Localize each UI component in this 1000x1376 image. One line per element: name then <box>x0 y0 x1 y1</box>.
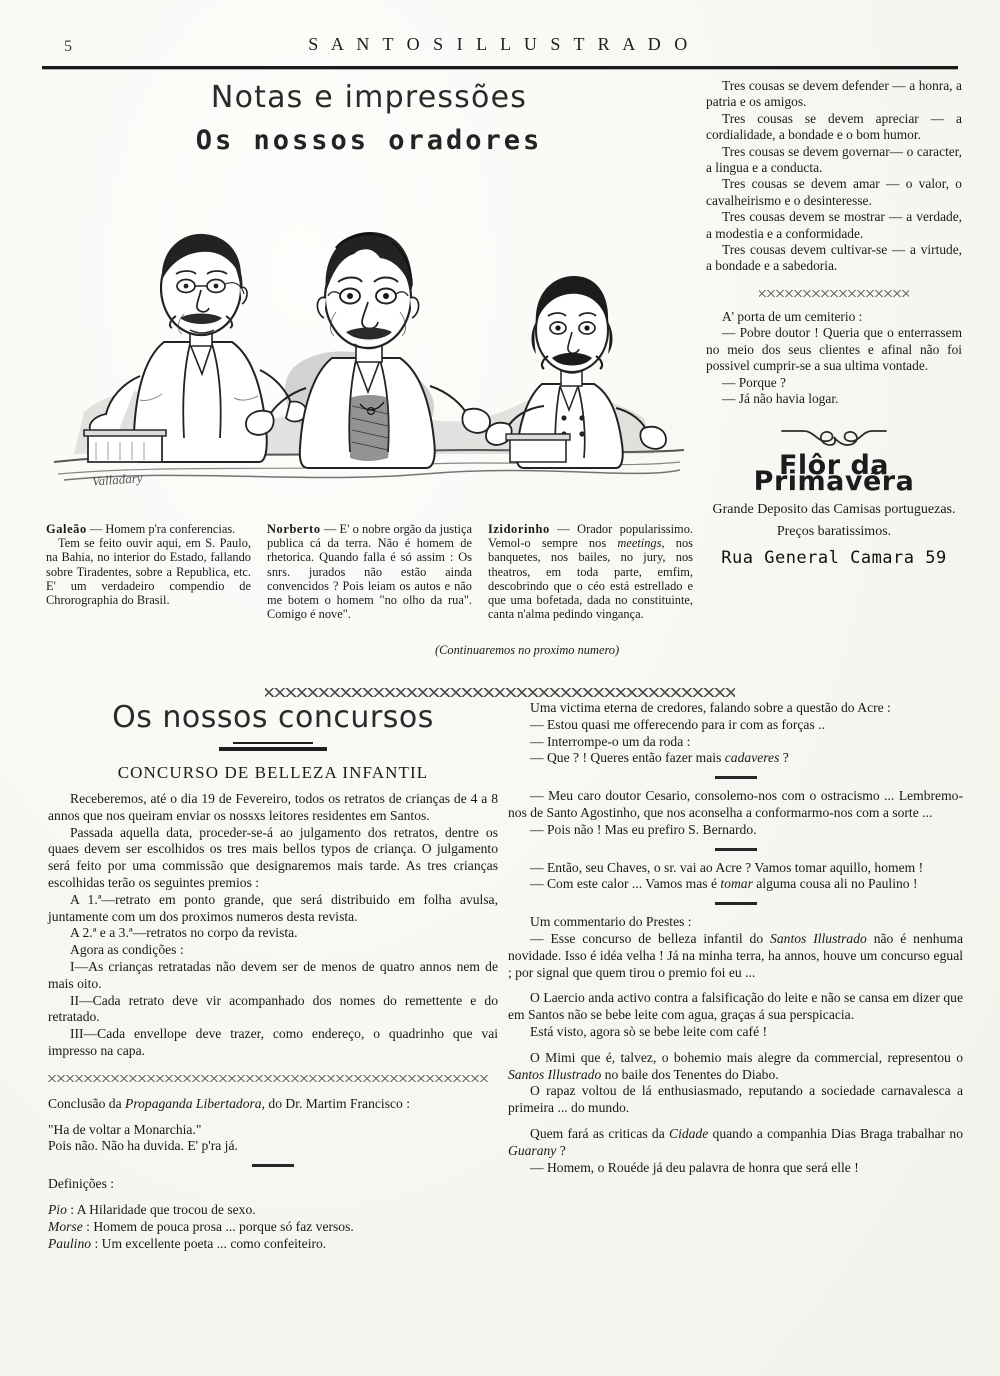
small-divider-r2 <box>715 848 757 851</box>
oradores-heading: Os nossos oradores <box>195 125 543 156</box>
caption-izidorinho <box>488 522 693 621</box>
caption-italic-meetings: meetings <box>617 536 662 551</box>
br-italic-santos-illustrado-1: Santos Illustrado <box>770 930 867 946</box>
tres-cousas-1: Tres cousas se devem defender — a honra, a patria e os amigos. <box>706 78 962 110</box>
concursos-condicao-1: I—As crianças retratadas não devem ser de menos de quatro annos nem de mais oito. <box>48 958 498 991</box>
small-divider-r1 <box>715 776 757 779</box>
definicao-term-pio: Pio <box>48 1201 67 1217</box>
caption-body-izidorinho: , nos banquetes, nos bailes, no jury, nos theatros, em toda parte, emfim, descobrindo que o céo está estrellado e que uma bofetada, dada no constituinte, canta n'alma pedindo vingança. <box>488 536 693 622</box>
br-block2-l1: — Meu caro doutor Cesario, consolemo-nos com o ostracismo ... Lembremo-nos de Santo Agostinho, que nos aconselha a conformarmo-nos com a sorte ... <box>508 788 963 820</box>
definicao-pio: Pio : A Hilaridade que trocou de sexo. <box>48 1201 256 1217</box>
ad-body-text: Grande Deposito das Camisas portuguezas. Preços baratissimos. <box>712 501 956 539</box>
heading-rule <box>219 747 327 751</box>
conclusao-block <box>48 1096 498 1155</box>
br-italic-tomar: tomar <box>720 876 753 892</box>
br-block6-l1: O Mimi que é, talvez, o bohemio mais alegre da commercial, representou o Santos Illustrado no baile dos Tenentes do Diabo. <box>508 1049 963 1082</box>
joke-line-2: — Porque ? <box>722 374 786 390</box>
caption-lead-izidorinho: — Orador popularissimo. Vemol-o sempre nos <box>488 522 693 551</box>
masthead-rule <box>42 66 958 69</box>
continuation-note: (Continuaremos no proximo numero) <box>435 643 620 657</box>
concursos-body <box>48 791 498 1060</box>
caricature-captions <box>46 522 694 621</box>
tres-cousas-5: Tres cousas devem se mostrar — a verdade, a modestia e a conformidade. <box>706 209 962 241</box>
tres-cousas-6: Tres cousas devem cultivar-se — a virtude, a bondade e a sabedoria. <box>706 242 962 274</box>
br-block3-l1: — Então, seu Chaves, o sr. vai ao Acre ? Vamos tomar aquillo, homem ! <box>530 859 924 875</box>
concursos-subheading: CONCURSO DE BELLEZA INFANTIL <box>117 763 429 782</box>
br-block2-l2: — Pois não ! Mas eu prefiro S. Bernardo. <box>530 821 757 837</box>
br-italic-cidade: Cidade <box>669 1125 709 1141</box>
zigzag-divider-mid <box>265 686 735 698</box>
small-divider-r3 <box>715 902 757 905</box>
tres-cousas-3: Tres cousas se devem governar— o caracter, a lingua e a conducta. <box>706 143 962 176</box>
concursos-section <box>48 700 498 1252</box>
notas-section <box>44 74 694 502</box>
br-block5-l2: Está visto, agora sò se bebe leite com café ! <box>530 1023 768 1039</box>
ad-title-flor-da-primavera[interactable]: Flôr da Primavéra <box>753 449 915 498</box>
br-block7-l1: Quem fará as criticas da Cidade quando a companhia Dias Braga trabalhar no Guarany ? <box>508 1125 963 1158</box>
masthead <box>42 34 958 68</box>
conclusao-reply: Pois não. Não ha duvida. E' p'ra já. <box>48 1138 238 1154</box>
caption-body-galeao: Tem se feito ouvir aqui, em S. Paulo, na Bahia, no interior do Estado, fallando sobre Tiradentes, sobre a Republica, etc. E' um verdadeiro compendio de Chrorographia do Brasil. <box>46 536 251 608</box>
concursos-heading: Os nossos concursos <box>112 700 434 735</box>
tres-cousas-4: Tres cousas se devem amar — o valor, o cavalheirismo e o desinteresse. <box>706 176 962 208</box>
zigzag-divider-left <box>48 1074 488 1084</box>
br-block1-l3: — Que ? ! Queres então fazer mais cadaveres ? <box>530 750 789 766</box>
concursos-p1: Receberemos, até o dia 19 de Fevereiro, todos os retratos de crianças de 4 a 8 annos que nos queiram enviar os nossxs leitores residentes em Santos. <box>48 791 498 823</box>
concursos-p5: Agora as condições : <box>70 942 184 958</box>
br-block4-l1: — Esse concurso de belleza infantil do Santos Illustrado não é nenhuma novidade. Isso é idéa velha ! Já na minha terra, ha annos, houve um concurso egual ; por signal que quem tirou o premio foi eu ... <box>508 930 964 980</box>
notas-heading: Notas e impressões <box>210 80 528 115</box>
br-block1-l1: — Estou quasi me offerecendo para ir com as forças .. <box>530 716 825 732</box>
definicao-term-paulino: Paulino <box>48 1235 92 1251</box>
definicoes-block <box>48 1176 498 1252</box>
br-block3-l2: — Com este calor ... Vamos mas é tomar alguma cousa ali no Paulino ! <box>530 876 918 892</box>
definicoes-title: Definições : <box>48 1176 115 1192</box>
joke-line-3: — Já não havia logar. <box>722 390 839 406</box>
br-block1-setup: Uma victima eterna de credores, falando sobre a questão do Acre : <box>530 700 891 715</box>
artist-signature: Valladary <box>91 470 143 489</box>
caption-name-izidorinho: Izidorinho <box>488 522 550 536</box>
definicao-morse: Morse : Homem de pouca prosa ... porque só faz versos. <box>48 1218 354 1234</box>
page-number: 5 <box>64 38 72 55</box>
concursos-p4: A 2.ª e a 3.ª—retratos no corpo da revista. <box>70 925 298 941</box>
tres-cousas-column <box>706 78 962 566</box>
tres-cousas-2: Tres cousas se devem apreciar — a cordialidade, a bondade e o bom humor. <box>706 110 962 143</box>
concursos-condicao-2: II—Cada retrato deve vir acompanhado dos nomes do remettente e do retratado. <box>48 992 498 1025</box>
concursos-p2: Passada aquella data, proceder-se-á ao julgamento dos retratos, dentre os quaes devem ser escolhidos os tres mais bellos typos de criança. O julgamento será feito por uma commissão que designaremos mais tarde. As tres crianças escolhidas terão os seguintes premios : <box>48 824 498 890</box>
caption-galeao <box>46 522 251 621</box>
conclusao-italic-title: Propaganda Libertadora <box>125 1095 262 1111</box>
caption-norberto <box>267 522 472 621</box>
caption-lead-norberto: — E' o nobre orgão da justiça publica cá da terra. Não é homem de rhetorica. Quando falla é só assim : Os snrs. jurados não estão ainda convencidos ? Pois leiam os autos e não me botem o homem "no olho da rua". Comigo é nove". <box>267 522 472 622</box>
small-divider-left <box>252 1164 294 1167</box>
caption-lead-galeao: — Homem p'ra conferencias. <box>86 522 236 536</box>
notas-soltas-column <box>508 700 963 1176</box>
concursos-p3: A 1.ª—retrato em ponto grande, que será distribuido em folha avulsa, juntamente com um dos proximos numeros desta revista. <box>48 891 498 924</box>
br-block5-l1: O Laercio anda activo contra a falsificação do leite e não se cansa em dizer que em Santos não se bebe leite com agua, graças á sua perspicacia. <box>508 990 963 1023</box>
joke-line-1: — Pobre doutor ! Queria que o enterrassem no meio dos seus clientes e afinal não foi possivel cumprir-se a sua ultima vontade. <box>706 325 962 374</box>
conclusao-intro: Conclusão da Propaganda Libertadora, do Dr. Martim Francisco : <box>48 1095 410 1111</box>
br-italic-santos-illustrado-2: Santos Illustrado <box>508 1066 602 1082</box>
conclusao-quote: "Ha de voltar a Monarchia." <box>48 1121 202 1137</box>
br-block6-l2: O rapaz voltou de lá enthusiasmado, reputando a sociedade carnavalesca a primeira ... do mundo. <box>508 1083 963 1116</box>
caption-name-norberto: Norberto <box>267 522 321 536</box>
zigzag-divider-top <box>759 289 909 299</box>
concursos-condicao-3: III—Cada envellope deve trazer, como endereço, o quadrinho que vai impresso na capa. <box>48 1026 498 1058</box>
caricature-illustration <box>44 162 694 502</box>
caption-name-galeao: Galeão <box>46 522 87 536</box>
definicao-term-morse: Morse <box>48 1218 83 1234</box>
definicao-paulino: Paulino : Um excellente poeta ... como confeiteiro. <box>48 1235 327 1251</box>
br-block1-l2: — Interrompe-o um da roda : <box>530 733 691 749</box>
br-italic-cadaveres: cadaveres <box>724 750 780 766</box>
br-italic-guarany: Guarany <box>508 1142 557 1158</box>
joke-setup: A' porta de um cemiterio : <box>722 308 863 324</box>
ad-address: Rua General Camara 59 <box>721 547 947 568</box>
publication-title: S A N T O S I L L U S T R A D O <box>308 34 692 54</box>
br-block4-setup: Um commentario do Prestes : <box>530 914 692 930</box>
ornament-flourish <box>706 423 962 451</box>
br-block7-l2: — Homem, o Rouéde já deu palavra de honra que será elle ! <box>530 1159 859 1175</box>
scroll-ornament-icon <box>774 423 894 449</box>
three-orators-drawing <box>44 162 694 502</box>
